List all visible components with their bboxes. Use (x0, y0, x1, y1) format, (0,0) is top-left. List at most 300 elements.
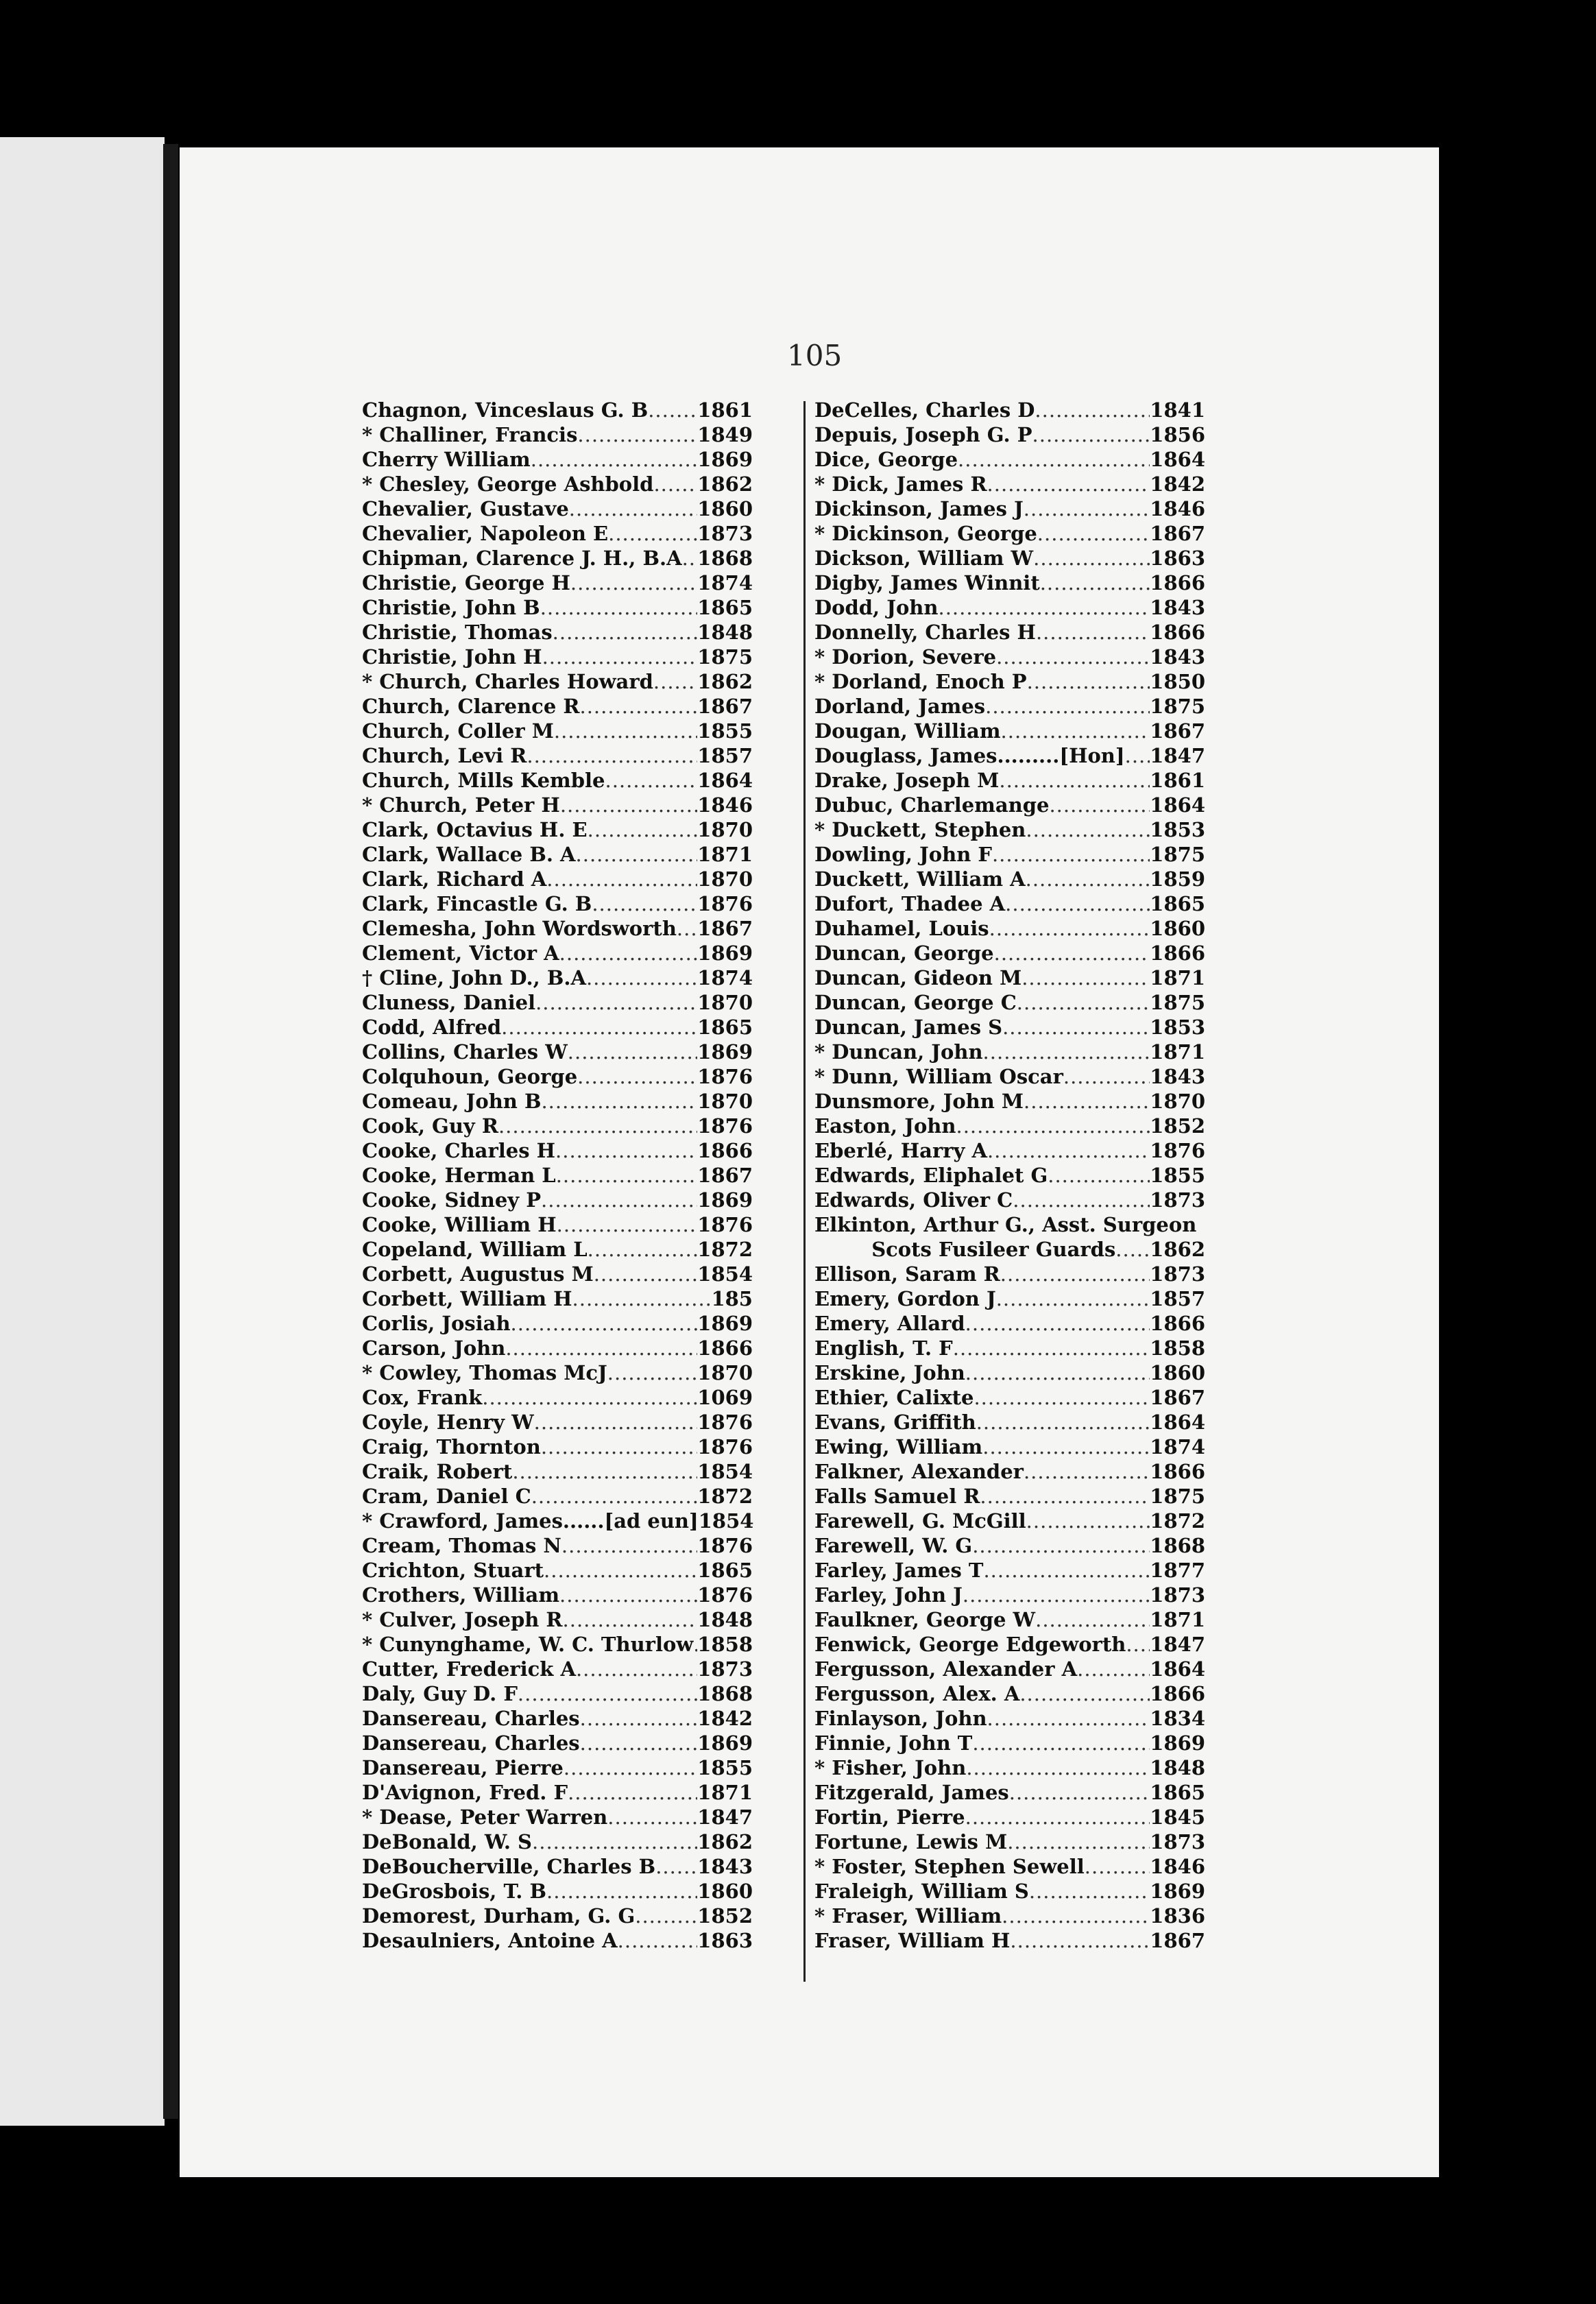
dot-leader (586, 965, 697, 990)
list-item (814, 1336, 1205, 1360)
list-item (362, 1755, 753, 1780)
list-item (814, 1681, 1205, 1706)
entry-name: DeGrosbois, T. B (362, 1880, 547, 1903)
entry-year: 1855 (1150, 1164, 1205, 1187)
list-item (814, 1657, 1205, 1681)
entry-name: Christie, John H (362, 645, 542, 669)
entry-year: 1841 (1150, 398, 1205, 422)
dot-leader (972, 1533, 1150, 1558)
entry-name: * Culver, Joseph R (362, 1608, 563, 1631)
list-item (814, 1805, 1205, 1829)
list-item (814, 1706, 1205, 1731)
list-item (362, 1435, 753, 1459)
entry-name: Chipman, Clarence J. H., B.A (362, 547, 682, 570)
list-item (814, 768, 1205, 793)
list-item (814, 990, 1205, 1015)
list-item (362, 571, 753, 595)
dot-leader (559, 1583, 697, 1607)
dot-leader (966, 1755, 1150, 1780)
list-item (814, 867, 1205, 891)
dot-leader (541, 1435, 697, 1459)
entry-name: Farley, James T (814, 1559, 984, 1582)
dot-leader (544, 1558, 697, 1583)
dot-leader (1026, 1509, 1150, 1533)
entry-name: Elkinton, Arthur G., Asst. Surgeon (814, 1213, 1197, 1236)
entry-name: Eberlé, Harry A (814, 1139, 987, 1162)
dot-leader (531, 447, 698, 472)
entry-year: 1876 (697, 1065, 753, 1088)
entry-year: 1874 (697, 966, 753, 989)
dot-leader (563, 1607, 698, 1632)
dot-leader (987, 472, 1150, 496)
dot-leader (963, 1583, 1150, 1607)
dot-leader (546, 1879, 697, 1904)
entry-name: Crothers, William (362, 1583, 560, 1607)
entry-year: 1867 (1150, 1929, 1205, 1952)
entry-name: Falls Samuel R (814, 1485, 980, 1508)
entry-name: Dougan, William (814, 719, 1001, 743)
list-item (814, 1040, 1205, 1064)
dot-leader (605, 768, 698, 793)
dot-leader (1033, 546, 1150, 571)
entry-name: Clark, Fincastle G. B (362, 892, 592, 915)
list-item (814, 743, 1205, 768)
dot-leader (594, 1262, 698, 1286)
entry-name: Ewing, William (814, 1435, 983, 1459)
list-item (362, 1212, 753, 1237)
dot-leader (1010, 1928, 1150, 1953)
list-item (362, 1064, 753, 1089)
list-item (362, 1533, 753, 1558)
list-item (814, 521, 1205, 546)
entry-year: 1836 (1150, 1904, 1205, 1928)
entry-year: 1834 (1150, 1707, 1205, 1730)
list-item (362, 521, 753, 546)
entry-year: 1871 (697, 843, 753, 866)
list-item (362, 645, 753, 669)
entry-name: * Church, Charles Howard (362, 670, 653, 693)
left-column (362, 398, 753, 1953)
entry-name: Clemesha, John Wordsworth (362, 917, 677, 940)
list-item (814, 620, 1205, 645)
entry-year: 1873 (1150, 1262, 1205, 1286)
list-item (362, 620, 753, 645)
entry-name: * Foster, Stephen Sewell (814, 1855, 1085, 1878)
list-item (362, 1879, 753, 1904)
entry-name: D'Avignon, Fred. F (362, 1781, 568, 1804)
list-item (814, 941, 1205, 965)
entry-name: Cox, Frank (362, 1386, 483, 1409)
book-spine (163, 144, 178, 2119)
dot-leader (1005, 891, 1150, 916)
list-item (362, 398, 753, 422)
entry-year: 1864 (1150, 1657, 1205, 1681)
list-item (362, 472, 753, 496)
entry-year: 1866 (1150, 1682, 1205, 1705)
list-item (362, 1829, 753, 1854)
dot-leader (572, 1286, 712, 1311)
entry-year: 1857 (697, 744, 753, 767)
dot-leader (527, 743, 697, 768)
entry-year: 1852 (1150, 1114, 1205, 1138)
entry-year: 1870 (697, 1090, 753, 1113)
entry-year: 1850 (1150, 670, 1205, 693)
list-item (814, 398, 1205, 422)
entry-name: Codd, Alfred (362, 1016, 502, 1039)
entry-year: 1869 (1150, 1731, 1205, 1755)
entry-year: 1866 (1150, 571, 1205, 595)
entry-year: 1866 (1150, 1312, 1205, 1335)
entry-year: 1866 (1150, 621, 1205, 644)
entry-year: 1864 (697, 769, 753, 792)
entry-name: * Crawford, James......[ad eun] (362, 1509, 699, 1533)
entry-name: Dickson, William W (814, 547, 1034, 570)
dot-leader (557, 1212, 698, 1237)
list-item (814, 1484, 1205, 1509)
entry-year: 1874 (697, 571, 753, 595)
dot-leader (982, 1435, 1150, 1459)
entry-name: Dice, George (814, 448, 958, 471)
entry-name: Copeland, William L (362, 1238, 588, 1261)
entry-year: 1863 (1150, 547, 1205, 570)
dot-leader (511, 1311, 698, 1336)
entry-year: 1869 (1150, 1880, 1205, 1903)
dot-leader (569, 496, 698, 521)
entry-year: 1877 (1150, 1559, 1205, 1582)
list-item (362, 743, 753, 768)
list-item (814, 595, 1205, 620)
entry-name: Depuis, Joseph G. P (814, 423, 1032, 446)
list-item (362, 595, 753, 620)
entry-year: 1848 (697, 621, 753, 644)
dot-leader (958, 447, 1150, 472)
entry-name: Duncan, James S (814, 1016, 1003, 1039)
list-item (814, 1854, 1205, 1879)
entry-year: 1867 (697, 1164, 753, 1187)
entry-year: 1843 (1150, 596, 1205, 619)
list-item (362, 1780, 753, 1805)
dot-leader (518, 1681, 697, 1706)
entry-year: 1858 (1150, 1336, 1205, 1360)
list-item (814, 496, 1205, 521)
dot-leader (987, 1138, 1150, 1163)
dot-leader (579, 694, 697, 719)
entry-name: Donnelly, Charles H (814, 621, 1036, 644)
list-item (814, 1114, 1205, 1138)
entry-year: 1848 (697, 1608, 753, 1631)
entry-year: 1871 (1150, 1040, 1205, 1064)
entry-year: 1875 (1150, 843, 1205, 866)
entry-year: 1870 (1150, 1090, 1205, 1113)
entry-name: Dunsmore, John M (814, 1090, 1024, 1113)
entry-name: Fitzgerald, James (814, 1781, 1009, 1804)
entry-year: 1870 (697, 867, 753, 891)
list-item (814, 1435, 1205, 1459)
list-item (814, 1163, 1205, 1188)
entry-year: 1862 (697, 670, 753, 693)
list-item (814, 571, 1205, 595)
list-item (362, 941, 753, 965)
entry-name: Dansereau, Charles (362, 1707, 580, 1730)
dot-leader (1000, 1262, 1150, 1286)
dot-leader (655, 1854, 697, 1879)
entry-year: 1849 (697, 423, 753, 446)
entry-year: 1867 (1150, 522, 1205, 545)
entry-year: 1875 (1150, 991, 1205, 1014)
dot-leader (1002, 1015, 1150, 1040)
entry-year: 1846 (1150, 497, 1205, 520)
dot-leader (577, 1064, 697, 1089)
dot-leader (1040, 571, 1150, 595)
entry-year: 1872 (1150, 1509, 1205, 1533)
entry-name: Dowling, John F (814, 843, 992, 866)
dot-leader (938, 595, 1150, 620)
entry-name: Corbett, William H (362, 1287, 572, 1310)
list-item (814, 1459, 1205, 1484)
entry-year: 1876 (1150, 1139, 1205, 1162)
list-item (362, 1163, 753, 1188)
list-item (814, 1064, 1205, 1089)
entry-year: 1864 (1150, 793, 1205, 817)
entry-year: 1864 (1150, 1411, 1205, 1434)
dot-leader (1007, 1829, 1150, 1854)
entry-name: Daly, Guy D. F (362, 1682, 518, 1705)
entry-year: 1848 (1150, 1756, 1205, 1779)
dot-leader (1026, 817, 1150, 842)
entry-name: Chagnon, Vinceslaus G. B (362, 398, 649, 422)
entry-name: Faulkner, George W (814, 1608, 1036, 1631)
dot-leader (1049, 793, 1150, 817)
dot-leader (1009, 1780, 1150, 1805)
entry-year: 1875 (1150, 1485, 1205, 1508)
entry-year: 1846 (697, 793, 753, 817)
entry-name: Drake, Joseph M (814, 769, 1000, 792)
dot-leader (555, 1138, 697, 1163)
dot-leader (535, 990, 697, 1015)
entry-name: Duckett, William A (814, 867, 1026, 891)
dot-leader (983, 1040, 1150, 1064)
entry-year: 1860 (697, 497, 753, 520)
dot-leader (994, 941, 1150, 965)
entry-name: Cooke, Charles H (362, 1139, 556, 1162)
entry-year: 1869 (697, 1731, 753, 1755)
list-item (814, 1509, 1205, 1533)
list-item (814, 1533, 1205, 1558)
entry-year: 1875 (1150, 695, 1205, 718)
dot-leader (532, 1829, 697, 1854)
dot-leader (556, 1163, 698, 1188)
entry-year: 1860 (1150, 1361, 1205, 1384)
dot-leader (976, 1410, 1150, 1435)
dot-leader (1048, 1163, 1150, 1188)
entry-name: English, T. F (814, 1336, 953, 1360)
list-item (362, 990, 753, 1015)
dot-leader (542, 645, 698, 669)
entry-name: Falkner, Alexander (814, 1460, 1024, 1483)
list-item (814, 1262, 1205, 1286)
entry-year: 1855 (697, 719, 753, 743)
list-item (814, 422, 1205, 447)
entry-name: Christie, John B (362, 596, 540, 619)
dot-leader (541, 1089, 697, 1114)
dot-leader (965, 1805, 1150, 1829)
entry-year: 1867 (697, 695, 753, 718)
entry-year: 1873 (1150, 1830, 1205, 1853)
entry-year: 1861 (1150, 769, 1205, 792)
entry-year: 1873 (1150, 1188, 1205, 1212)
entry-year: 1862 (697, 1830, 753, 1853)
entry-year: 1862 (697, 472, 753, 496)
entry-year: 1854 (697, 1460, 753, 1483)
entry-year: 1869 (697, 1040, 753, 1064)
list-item (362, 817, 753, 842)
entry-year: 1863 (697, 1929, 753, 1952)
dot-leader (568, 1780, 697, 1805)
entry-year: 1868 (697, 547, 753, 570)
dot-leader (972, 1731, 1150, 1755)
list-item (362, 694, 753, 719)
dot-leader (540, 595, 698, 620)
dot-leader (512, 1459, 697, 1484)
entry-name: Church, Clarence R (362, 695, 580, 718)
dot-leader (498, 1114, 697, 1138)
entry-year: 1843 (1150, 1065, 1205, 1088)
entry-name: Erskine, John (814, 1361, 965, 1384)
dot-leader (592, 891, 697, 916)
entry-name: Fraser, William H (814, 1929, 1011, 1952)
entry-name: Collins, Charles W (362, 1040, 568, 1064)
dot-leader (974, 1385, 1150, 1410)
entry-year: 1842 (1150, 472, 1205, 496)
list-item (814, 546, 1205, 571)
dot-leader (561, 1533, 697, 1558)
list-item (814, 1731, 1205, 1755)
dot-leader (1001, 719, 1150, 743)
entry-name: Farewell, G. McGill (814, 1509, 1026, 1533)
entry-name: * Duckett, Stephen (814, 818, 1026, 841)
entry-name: * Church, Peter H (362, 793, 560, 817)
list-item (362, 1262, 753, 1286)
list-item (362, 1854, 753, 1879)
entry-name: Corbett, Augustus M (362, 1262, 594, 1286)
entry-name: Farley, John J (814, 1583, 963, 1607)
list-item (362, 1706, 753, 1731)
dot-leader (1024, 1459, 1150, 1484)
list-item (362, 496, 753, 521)
entry-name: Cram, Daniel C (362, 1485, 531, 1508)
entry-name: Edwards, Eliphalet G (814, 1164, 1048, 1187)
entry-name: Finlayson, John (814, 1707, 987, 1730)
entry-year: 1876 (697, 1583, 753, 1607)
entry-year: 1856 (1150, 423, 1205, 446)
entry-name: Coyle, Henry W (362, 1411, 534, 1434)
entry-name: Desaulniers, Antoine A (362, 1929, 618, 1952)
list-item (362, 793, 753, 817)
list-item (814, 1237, 1205, 1262)
dot-leader (1013, 1188, 1150, 1212)
entry-name: Ellison, Saram R (814, 1262, 1000, 1286)
dot-leader (953, 1336, 1150, 1360)
entry-name: Farewell, W. G (814, 1534, 973, 1557)
entry-name: Duncan, Gideon M (814, 966, 1022, 989)
entry-year: 1869 (697, 448, 753, 471)
list-item (814, 1558, 1205, 1583)
entry-year: 1857 (1150, 1287, 1205, 1310)
dot-leader (580, 1731, 698, 1755)
list-item (814, 1607, 1205, 1632)
entry-name: * Dease, Peter Warren (362, 1805, 608, 1829)
list-item (362, 1410, 753, 1435)
entry-name: Douglass, James.........[Hon] (814, 744, 1125, 767)
dot-leader (618, 1928, 698, 1953)
dot-leader (983, 1558, 1150, 1583)
list-item (362, 447, 753, 472)
entry-name: Fergusson, Alex. A (814, 1682, 1020, 1705)
dot-leader (1125, 743, 1150, 768)
entry-year: 1873 (697, 522, 753, 545)
entry-name: Fraleigh, William S (814, 1880, 1029, 1903)
entry-name: * Cowley, Thomas McJ (362, 1361, 607, 1384)
entry-year: 1847 (1150, 744, 1205, 767)
dot-leader (1035, 398, 1150, 422)
dot-leader (677, 916, 697, 941)
dot-leader (1002, 1904, 1150, 1928)
dot-leader (577, 422, 697, 447)
entry-year: 1854 (697, 1262, 753, 1286)
entry-name: Christie, Thomas (362, 621, 553, 644)
list-item (814, 793, 1205, 817)
entry-name: Dansereau, Pierre (362, 1756, 564, 1779)
list-item (362, 1681, 753, 1706)
entry-name: Fergusson, Alexander A (814, 1657, 1078, 1681)
dot-leader (1085, 1854, 1150, 1879)
list-item (814, 1360, 1205, 1385)
entry-name: * Chesley, George Ashbold (362, 472, 654, 496)
entry-name: Fenwick, George Edgeworth (814, 1633, 1126, 1656)
entry-name: * Dick, James R (814, 472, 987, 496)
dot-leader (608, 521, 697, 546)
dot-leader (505, 1336, 697, 1360)
entry-year: 1865 (697, 1559, 753, 1582)
list-item (814, 1385, 1205, 1410)
list-item (362, 1360, 753, 1385)
entry-name: Cherry William (362, 448, 531, 471)
entry-year: 1873 (1150, 1583, 1205, 1607)
entry-name: Cluness, Daniel (362, 991, 536, 1014)
entry-year: 1870 (697, 1361, 753, 1384)
entry-year: 1846 (1150, 1855, 1205, 1878)
entry-year: 1872 (697, 1238, 753, 1261)
list-item (362, 768, 753, 793)
entry-year: 1858 (697, 1633, 753, 1656)
list-item (814, 1829, 1205, 1854)
entry-name: * Fisher, John (814, 1756, 967, 1779)
entry-name: Fortin, Pierre (814, 1805, 965, 1829)
dot-leader (1026, 867, 1150, 891)
dot-leader (607, 1805, 697, 1829)
entry-year: 1870 (697, 818, 753, 841)
entry-name: DeCelles, Charles D (814, 398, 1035, 422)
list-item (362, 842, 753, 867)
entry-year: 1876 (697, 1534, 753, 1557)
dot-leader (560, 793, 697, 817)
list-item (814, 1583, 1205, 1607)
entry-name: Carson, John (362, 1336, 506, 1360)
entry-name: Clark, Richard A (362, 867, 547, 891)
list-item (362, 1459, 753, 1484)
entry-year: 1867 (1150, 719, 1205, 743)
entry-year: 1860 (1150, 917, 1205, 940)
